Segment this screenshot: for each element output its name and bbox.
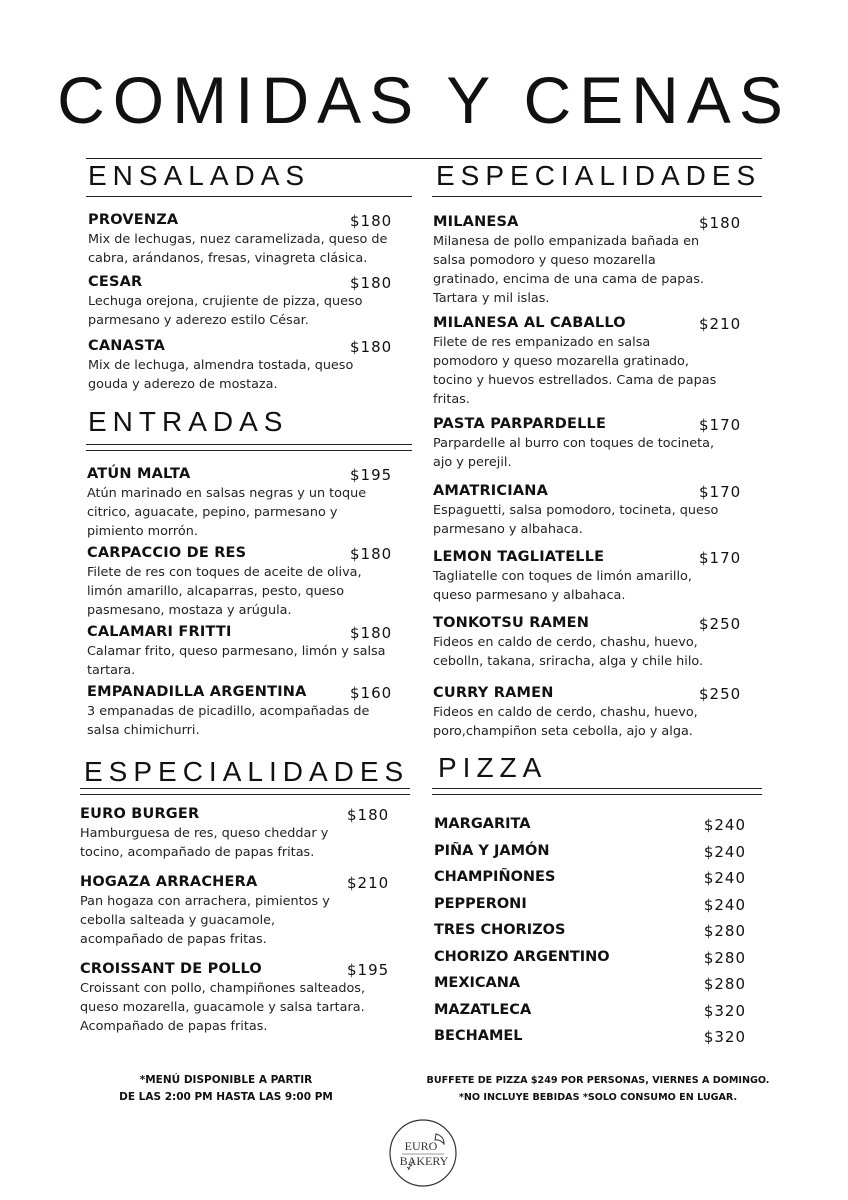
description-line: Fideos en caldo de cerdo, chashu, huevo,	[433, 705, 698, 720]
pizza-item-name: PEPPERONI	[434, 895, 527, 912]
description-line: 3 empanadas de picadillo, acompañadas de	[87, 704, 370, 719]
menu-item-description	[80, 979, 400, 1036]
pizza-item	[434, 975, 746, 991]
pizza-item-name: MARGARITA	[434, 816, 531, 832]
rule-pizza-bottom	[432, 794, 762, 795]
description-line: cabra, arándanos, fresas, vinagreta clásica.	[88, 251, 368, 266]
menu-item	[80, 961, 400, 1036]
pizza-item-name: CHAMPIÑONES	[434, 869, 556, 885]
description-line: Tagliatelle con toques de limón amarillo,	[433, 569, 692, 584]
pizza-item-price: $240	[703, 816, 746, 834]
description-line: Fideos en caldo de cerdo, chashu, huevo,	[433, 635, 698, 650]
pizza-item	[434, 869, 746, 885]
description-line: cebolln, takana, sriracha, alga y chile hilo.	[433, 654, 704, 669]
menu-item-name: CURRY RAMEN	[433, 685, 554, 701]
pizza-item	[434, 1002, 746, 1018]
pizza-item	[434, 816, 746, 832]
menu-item-price: $160	[350, 684, 393, 702]
menu-item-price: $250	[699, 685, 742, 703]
menu-item-name: AMATRICIANA	[433, 483, 549, 499]
description-line: limón amarillo, alcaparras, pesto, queso	[87, 584, 345, 599]
pizza-item-price: $320	[703, 1001, 746, 1020]
menu-item-price: $170	[699, 483, 742, 501]
menu-item-name: ATÚN MALTA	[87, 466, 191, 482]
euro-bakery-logo	[388, 1118, 458, 1188]
description-line: tocino y huevos estrellados. Cama de papas	[433, 373, 717, 388]
menu-item-name: CANASTA	[88, 338, 166, 354]
menu-item	[80, 874, 400, 949]
menu-item-description	[87, 642, 402, 680]
pizza-item-name: BECHAMEL	[434, 1028, 523, 1044]
menu-item-name: CESAR	[88, 274, 143, 290]
description-line: Pan hogaza con arrachera, pimientos y	[80, 894, 330, 909]
logo-text-euro: EURO	[404, 1139, 438, 1153]
description-line: Acompañado de papas fritas.	[80, 1019, 268, 1034]
description-line: Mix de lechuga, almendra tostada, queso	[88, 358, 354, 373]
menu-item	[433, 416, 753, 472]
pizza-item-price: $280	[703, 922, 746, 940]
menu-item	[433, 483, 753, 539]
pizza-item-name: MAZATLECA	[434, 1001, 532, 1018]
menu-item-price: $170	[699, 416, 742, 434]
menu-item	[433, 315, 753, 409]
pizza-item-name: MEXICANA	[434, 975, 521, 991]
description-line: Atún marinado en salsas negras y un toque	[87, 486, 367, 501]
menu-item-description	[88, 292, 398, 330]
menu-item-description	[433, 232, 753, 308]
description-line: salsa chimichurri.	[87, 723, 200, 738]
heading-entradas: ENTRADAS	[88, 406, 289, 437]
menu-item-name: CARPACCIO DE RES	[87, 545, 247, 561]
menu-item-description	[80, 892, 400, 949]
description-line: parmesano y albahaca.	[433, 522, 583, 537]
heading-especialidades-right: ESPECIALIDADES	[436, 160, 762, 191]
menu-item-name: LEMON TAGLIATELLE	[433, 549, 605, 565]
menu-item-description	[433, 501, 753, 539]
menu-item-price: $210	[347, 874, 390, 892]
description-line: poro,champiñon seta cebolla, ajo y alga.	[433, 724, 693, 739]
menu-item-name: HOGAZA ARRACHERA	[80, 874, 258, 890]
pizza-item	[434, 843, 746, 859]
buffet-note	[420, 1072, 776, 1106]
pizza-item	[434, 896, 746, 912]
description-line: pimiento morrón.	[87, 524, 198, 539]
description-line: Mix de lechugas, nuez caramelizada, queso de	[88, 232, 388, 247]
note-line: *NO INCLUYE BEBIDAS *SOLO CONSUMO EN LUGAR.	[458, 1092, 738, 1103]
description-line: Parpardelle al burro con toques de tocineta,	[433, 436, 715, 451]
logo-text-bakery: BAKERY	[399, 1154, 449, 1168]
menu-item-description	[433, 434, 753, 472]
rule-especialidades-right	[432, 196, 762, 197]
menu-item	[433, 214, 753, 308]
description-line: tocino, acompañado de papas fritas.	[80, 845, 315, 860]
menu-item-price: $180	[350, 212, 393, 230]
menu-item-name: CROISSANT DE POLLO	[80, 961, 262, 977]
menu-item-price: $180	[350, 545, 393, 563]
description-line: citrico, aguacate, pepino, parmesano y	[87, 505, 338, 520]
rule-entradas-top	[86, 444, 412, 445]
menu-item	[87, 624, 402, 680]
description-line: queso mozarella, guacamole y salsa tartara.	[80, 1000, 365, 1015]
menu-item-name: MILANESA AL CABALLO	[433, 315, 626, 331]
menu-item	[88, 212, 398, 268]
note-line: *MENÚ DISPONIBLE A PARTIR	[139, 1074, 313, 1086]
menu-item-price: $210	[699, 315, 742, 333]
pizza-item	[434, 949, 746, 965]
menu-item-description	[87, 702, 402, 740]
rule-pizza-top	[432, 788, 762, 789]
description-line: Espaguetti, salsa pomodoro, tocineta, queso	[433, 503, 719, 518]
description-line: acompañado de papas fritas.	[80, 932, 267, 947]
heading-especialidades-left: ESPECIALIDADES	[84, 756, 410, 787]
description-line: ajo y perejil.	[433, 455, 512, 470]
menu-item-name: EURO BURGER	[80, 806, 200, 822]
menu-item-description	[433, 333, 753, 409]
pizza-item-price: $320	[703, 1028, 746, 1046]
pizza-item-name: CHORIZO ARGENTINO	[434, 948, 610, 965]
pizza-item-price: $240	[703, 895, 746, 914]
description-line: Croissant con pollo, champiñones salteados,	[80, 981, 366, 996]
menu-item-description	[433, 633, 753, 671]
menu-item-price: $195	[347, 961, 390, 979]
rule-especialidades-left-bottom	[80, 794, 410, 795]
menu-item-price: $180	[350, 624, 393, 642]
menu-item	[433, 549, 753, 605]
description-line: salsa pomodoro y queso mozarella	[433, 253, 656, 268]
description-line: Filete de res con toques de aceite de oliva,	[87, 565, 362, 580]
description-line: Lechuga orejona, crujiente de pizza, queso	[88, 294, 363, 309]
menu-item-description	[88, 230, 398, 268]
rule-especialidades-left-top	[80, 788, 410, 789]
pizza-item-name: PIÑA Y JAMÓN	[434, 842, 550, 859]
menu-item-price: $180	[350, 274, 393, 292]
pizza-item-price: $280	[703, 948, 746, 967]
description-line: pomodoro y queso mozarella gratinado,	[433, 354, 689, 369]
pizza-item-price: $240	[703, 869, 746, 887]
menu-item	[80, 806, 400, 862]
menu-item-description	[88, 356, 398, 394]
menu-item-name: PASTA PARPARDELLE	[433, 416, 607, 432]
menu-item-description	[80, 824, 400, 862]
pizza-item	[434, 1028, 746, 1044]
menu-item-price: $195	[350, 466, 393, 484]
menu-item-description	[433, 567, 753, 605]
menu-item-price: $170	[699, 549, 742, 567]
description-line: Hamburguesa de res, queso cheddar y	[80, 826, 329, 841]
rule-entradas-bottom	[86, 450, 412, 451]
menu-item	[87, 545, 402, 620]
menu-item-description	[87, 484, 402, 541]
page-title: COMIDAS Y CENAS	[57, 63, 791, 137]
pizza-item-price: $240	[703, 842, 746, 861]
description-line: gouda y aderezo de mostaza.	[88, 377, 278, 392]
pizza-item-name: TRES CHORIZOS	[434, 922, 566, 938]
rule-top	[86, 158, 762, 159]
description-line: cebolla salteada y guacamole,	[80, 913, 276, 928]
pizza-item	[434, 922, 746, 938]
menu-item-price: $250	[699, 615, 742, 633]
menu-item-description	[433, 703, 753, 741]
availability-note	[96, 1072, 356, 1106]
menu-item	[87, 684, 402, 740]
note-line: DE LAS 2:00 PM HASTA LAS 9:00 PM	[119, 1091, 333, 1103]
description-line: fritas.	[433, 392, 470, 407]
menu-item-name: PROVENZA	[88, 212, 179, 228]
menu-item	[88, 274, 398, 330]
description-line: pasmesano, mostaza y arúgula.	[87, 603, 292, 618]
description-line: tartara.	[87, 663, 136, 678]
heading-ensaladas: ENSALADAS	[88, 160, 311, 191]
menu-item-name: EMPANADILLA ARGENTINA	[87, 684, 307, 700]
menu-item-description	[87, 563, 402, 620]
menu-item	[433, 615, 753, 671]
menu-item	[88, 338, 398, 394]
description-line: gratinado, encima de una cama de papas.	[433, 272, 704, 287]
menu-item-name: TONKOTSU RAMEN	[433, 615, 590, 631]
menu-item-price: $180	[347, 806, 390, 824]
menu-item-name: CALAMARI FRITTI	[87, 624, 232, 640]
menu-item-name: MILANESA	[433, 214, 519, 230]
note-line: BUFFETE DE PIZZA $249 POR PERSONAS, VIERNES A DOMINGO.	[426, 1075, 770, 1086]
pizza-item-price: $280	[703, 975, 746, 993]
menu-item	[87, 466, 402, 541]
menu-item-price: $180	[699, 214, 742, 232]
description-line: queso parmesano y albahaca.	[433, 588, 626, 603]
menu-item	[433, 685, 753, 741]
heading-pizza: PIZZA	[438, 752, 548, 783]
description-line: Tartara y mil islas.	[433, 291, 550, 306]
rule-ensaladas	[86, 196, 412, 197]
menu-item-price: $180	[350, 338, 393, 356]
description-line: parmesano y aderezo estilo César.	[88, 313, 309, 328]
description-line: Calamar frito, queso parmesano, limón y salsa	[87, 644, 386, 659]
description-line: Milanesa de pollo empanizada bañada en	[433, 234, 700, 249]
description-line: Filete de res empanizado en salsa	[433, 335, 651, 350]
